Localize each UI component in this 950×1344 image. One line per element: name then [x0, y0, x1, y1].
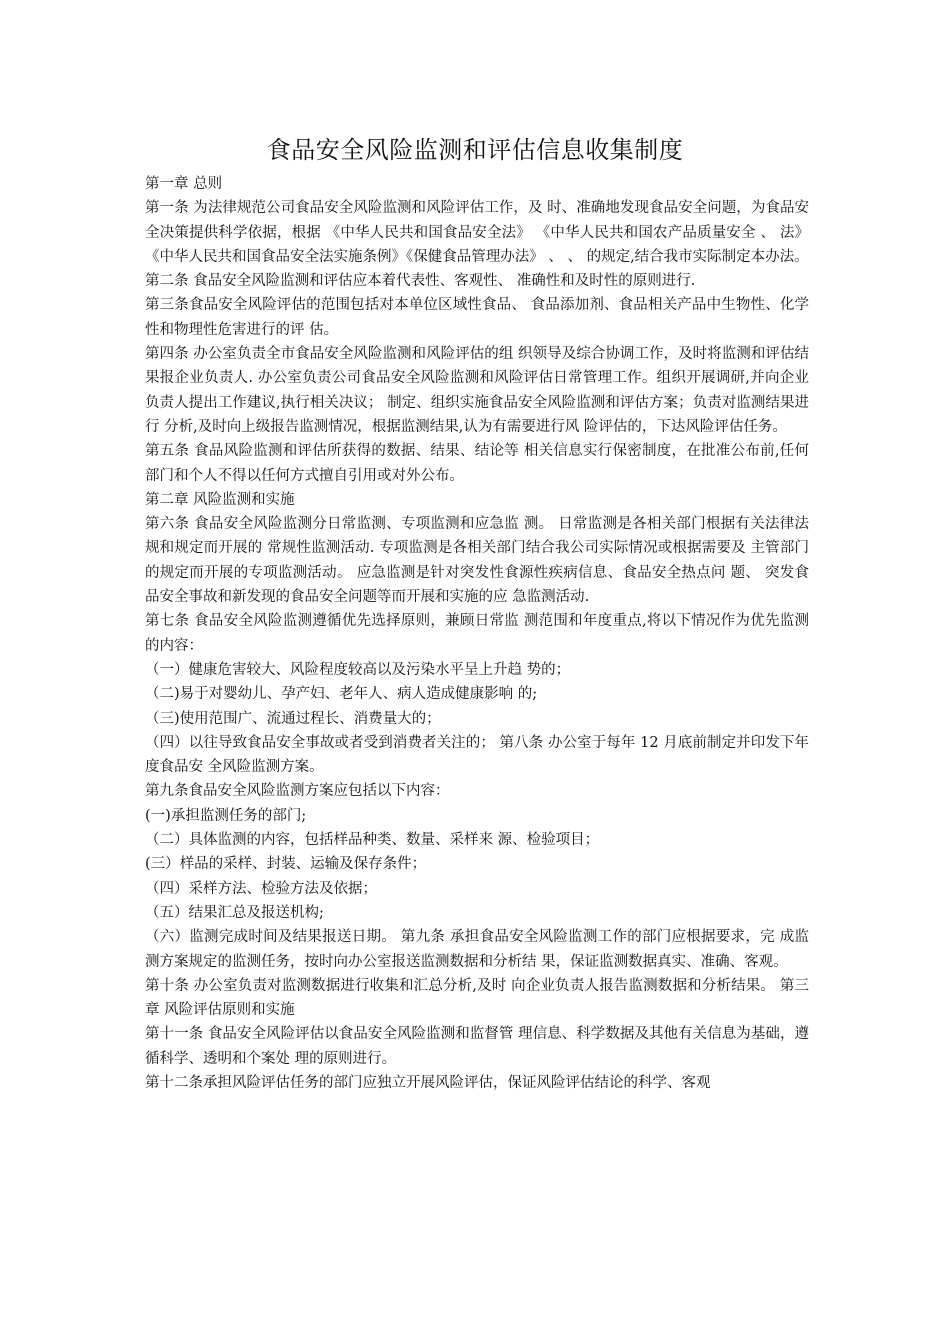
- list-item: （五）结果汇总及报送机构;: [145, 904, 324, 921]
- paragraph: 第五条 食品风险监测和评估所获得的数据、结果、结论等 相关信息实行保密制度，在批准公布前,任何部门和个人不得以任何方式擅自引用或对外公布。: [145, 443, 809, 484]
- list-item: （六）监测完成时间及结果报送日期。 第九条 承担食品安全风险监测工作的部门应根据要求，完 成监测方案规定的监测任务，按时向办公室报送监测数据和分析结 果，保证监测数据真实、准确、客观。: [145, 929, 809, 970]
- paragraph: 第二条 食品安全风险监测和评估应本着代表性、客观性、 准确性和及时性的原则进行.: [145, 273, 696, 290]
- list-item: （一）健康危害较大、风险程度较高以及污染水平呈上升趋 势的；: [145, 661, 571, 678]
- paragraph: 第四条 办公室负责全市食品安全风险监测和风险评估的组 织领导及综合协调工作，及时将监测和评估结果报企业负责人. 办公室负责公司食品安全风险监测和风险评估日常管理工作。组织开展调研,并向企业负责人提出工作建议,执行相关决议； 制定、组织实施食品安全风险监测和评估方案；负责对监测结果进行 分析,及时向上级报告监测情况，根据监测结果,认为有需要进行风 险评估的，下达风险评估任务。: [145, 346, 809, 435]
- paragraph: 第三条食品安全风险评估的范围包括对本单位区域性食品、 食品添加剂、食品相关产品中生物性、化学性和物理性危害进行的评 估。: [145, 297, 809, 338]
- paragraph: 第九条食品安全风险监测方案应包括以下内容：: [145, 783, 450, 800]
- list-item: （二)易于对婴幼儿、孕产妇、老年人、病人造成健康影响 的;: [145, 686, 538, 703]
- chapter-heading: 第二章 风险监测和实施: [145, 491, 295, 508]
- paragraph: 第一条 为法律规范公司食品安全风险监测和风险评估工作，及 时、准确地发现食品安全问题，为食品安全决策提供科学依据，根据 《中华人民共和国食品安全法》 《中华人民共和国农产品质量安全 、 法》《中华人民共和国食品安全法实施条例》《保健食品管理办法》 、 、 的规定,结合我市实际制定本办法。: [145, 200, 809, 265]
- paragraph: 第七条 食品安全风险监测遵循优先选择原则，兼顾日常监 测范围和年度重点,将以下情况作为优先监测的内容：: [145, 613, 809, 654]
- chapter-heading: 第一章 总则: [145, 176, 223, 192]
- paragraph: 第六条 食品安全风险监测分日常监测、专项监测和应急监 测。 日常监测是各相关部门根据有关法律法规和规定而开展的 常规性监测活动. 专项监测是各相关部门结合我公司实际情况或根据需要及 主管部门的规定而开展的专项监测活动。 应急监测是针对突发性食源性疾病信息、食品安全热点问 题、 突发食品安全事故和新发现的食品安全问题等而开展和实施的应 急监测活动.: [145, 516, 809, 606]
- list-item: (一)承担监测任务的部门;: [145, 807, 307, 824]
- paragraph: 第十二条承担风险评估任务的部门应独立开展风险评估，保证风险评估结论的科学、客观: [145, 1074, 711, 1091]
- document-title: 食品安全风险监测和评估信息收集制度: [266, 136, 684, 164]
- list-item: （三)使用范围广、流通过程长、消费量大的；: [145, 710, 441, 727]
- list-item: （四）以往导致食品安全事故或者受到消费者关注的； 第八条 办公室于每年 12 月底前制定并印发下年度食品安 全风险监测方案。: [145, 734, 809, 776]
- paragraph: 第十一条 食品安全风险评估以食品安全风险监测和监督管 理信息、科学数据及其他有关信息为基础，遵循科学、透明和个案处 理的原则进行。: [145, 1026, 809, 1067]
- list-item: (三）样品的采样、封装、运输及保存条件；: [145, 856, 427, 873]
- document-body: [145, 172, 809, 1095]
- paragraph: 第十条 办公室负责对监测数据进行收集和汇总分析,及时 向企业负责人报告监测数据和分析结果。 第三章 风险评估原则和实施: [145, 977, 809, 1019]
- list-item: （四）采样方法、检验方法及依据；: [145, 880, 377, 897]
- list-item: （二）具体监测的内容，包括样品种类、数量、采样来 源、检验项目；: [145, 832, 600, 849]
